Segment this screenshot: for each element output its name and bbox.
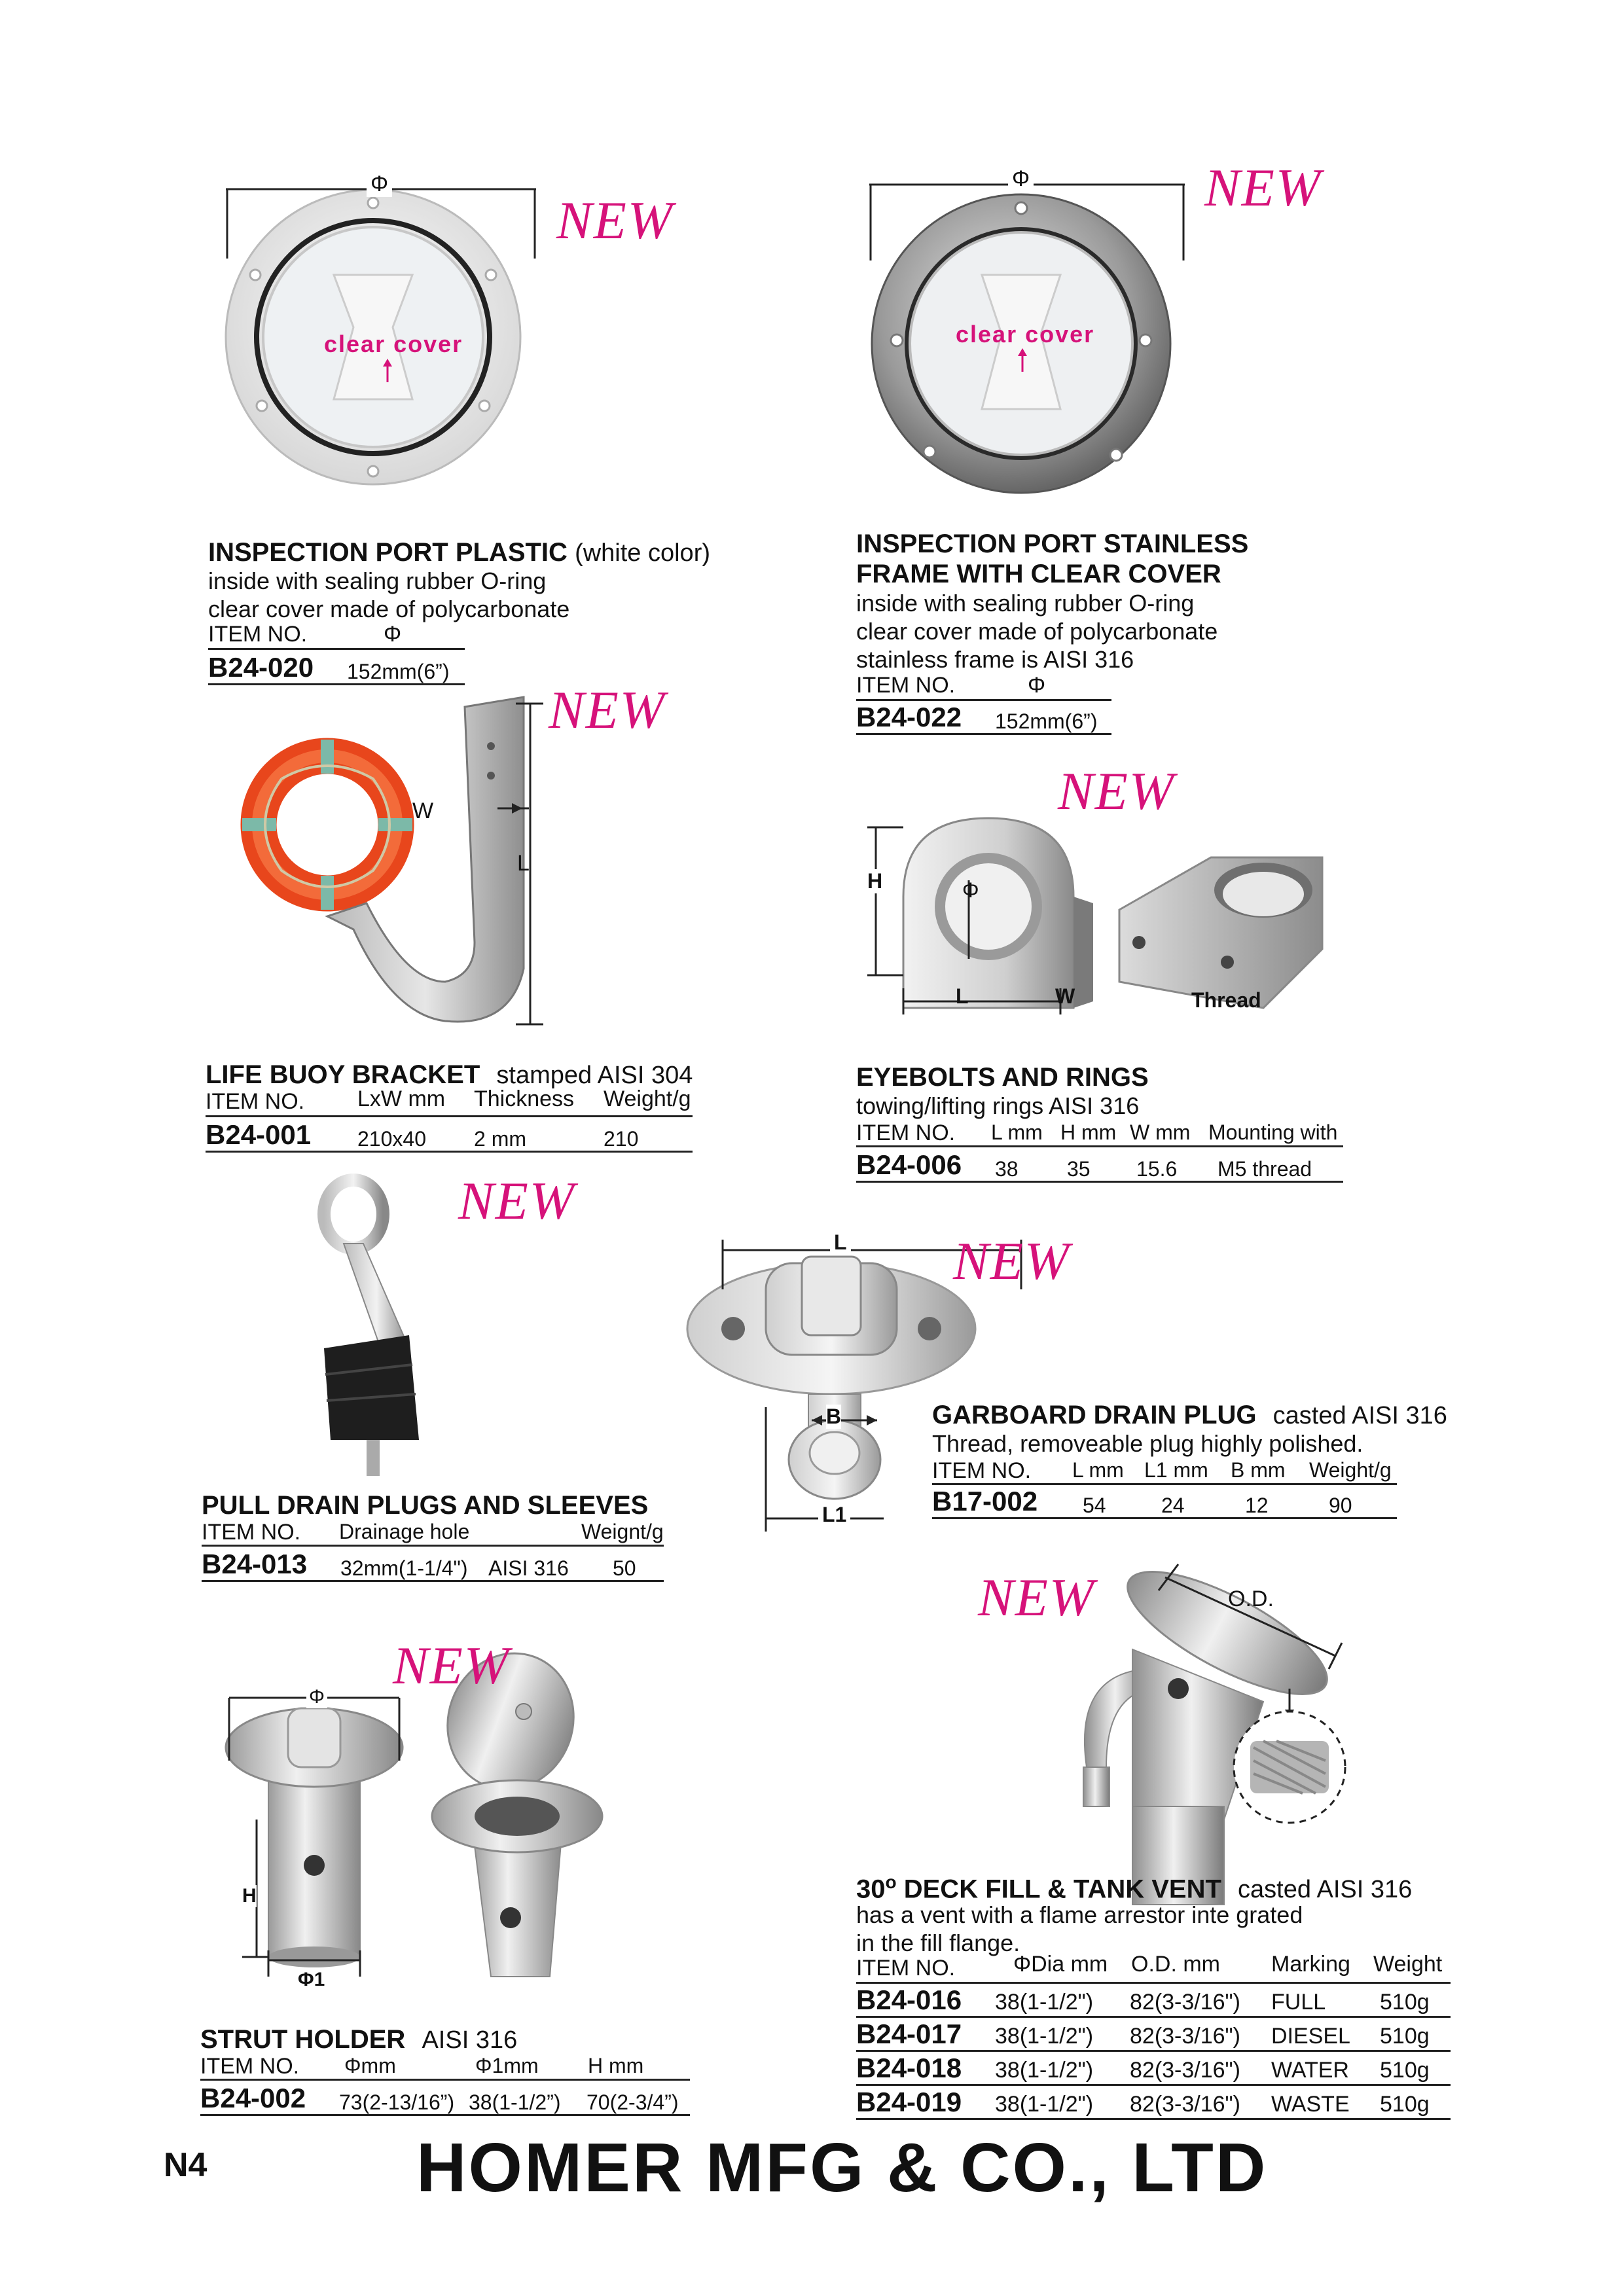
product-title-text-2: FRAME WITH CLEAR COVER <box>856 560 1221 588</box>
header-item-no: ITEM NO. <box>932 1458 1032 1483</box>
spec-table-header <box>932 1458 1397 1485</box>
header-item-no: ITEM NO. <box>856 1956 956 1981</box>
table-cell: 82(3-3/16") <box>1130 1990 1240 2015</box>
table-cell: 152mm(6”) <box>995 709 1098 733</box>
product-title <box>856 1063 1149 1092</box>
new-label: NEW <box>556 190 674 250</box>
table-row <box>856 1984 1451 2018</box>
od-label: O.D. <box>1228 1587 1274 1611</box>
table-cell: 73(2-13/16”) <box>339 2090 455 2114</box>
table-cell: 82(3-3/16") <box>1130 2024 1240 2049</box>
spec-table-header <box>208 622 465 650</box>
company-name: HOMER MFG & CO., LTD <box>416 2129 1268 2206</box>
phi-label: Φ <box>1008 166 1034 192</box>
product-description <box>856 589 1218 673</box>
header-col: Thickness <box>474 1086 575 1111</box>
product-description <box>932 1429 1363 1458</box>
table-cell: 24 <box>1161 1494 1185 1517</box>
item-code: B24-018 <box>856 2053 962 2083</box>
table-cell: 35 <box>1067 1157 1091 1181</box>
spec-table-header <box>200 2054 690 2081</box>
header-phi: Φ <box>384 622 402 647</box>
header-col: Marking <box>1271 1952 1350 1977</box>
table-cell: 54 <box>1083 1494 1106 1517</box>
spec-table-header <box>202 1520 664 1547</box>
header-col: L1 mm <box>1144 1458 1208 1482</box>
height-label: H <box>867 869 883 893</box>
product-description <box>208 567 569 623</box>
table-cell: 510g <box>1380 1990 1430 2015</box>
table-cell: 12 <box>1245 1494 1269 1517</box>
desc-line: clear cover made of polycarbonate <box>856 618 1218 645</box>
table-cell: 38(1-1/2") <box>995 2092 1094 2117</box>
new-label: NEW <box>458 1171 576 1230</box>
table-cell: 152mm(6”) <box>347 660 450 683</box>
product-suffix: AISI 316 <box>422 2026 518 2054</box>
product-title <box>206 1060 693 1090</box>
table-cell: 38(1-1/2") <box>995 1990 1094 2015</box>
item-code: B17-002 <box>932 1486 1038 1516</box>
table-cell: WATER <box>1271 2058 1349 2083</box>
eyebolt-dimension-lines <box>864 818 1100 1054</box>
table-cell: 82(3-3/16") <box>1130 2092 1240 2117</box>
table-row <box>932 1486 1397 1519</box>
table-row <box>856 2053 1451 2086</box>
new-label: NEW <box>953 1231 1071 1291</box>
product-title-prefix: 30 <box>856 1874 886 1904</box>
header-phi: Φ <box>1028 673 1046 698</box>
table-cell: 50 <box>613 1556 636 1580</box>
flame-arrestor-detail-image <box>1231 1708 1348 1826</box>
table-cell: 38(1-1/2”) <box>469 2090 561 2114</box>
header-col: Φmm <box>344 2054 396 2077</box>
table-row <box>856 2087 1451 2120</box>
desc-line: Thread, removeable plug highly polished. <box>932 1430 1363 1457</box>
header-item-no: ITEM NO. <box>208 622 308 647</box>
item-code: B24-006 <box>856 1149 962 1180</box>
header-item-no: ITEM NO. <box>206 1089 305 1114</box>
table-row <box>856 1149 1343 1183</box>
length-label: L <box>830 1230 851 1255</box>
header-col: L mm <box>991 1121 1043 1144</box>
pull-drain-plug-image <box>304 1178 435 1479</box>
product-suffix: casted AISI 316 <box>1238 1876 1413 1904</box>
table-cell: 82(3-3/16") <box>1130 2058 1240 2083</box>
clear-cover-callout: clear cover <box>324 331 463 357</box>
table-cell: FULL <box>1271 1990 1326 2015</box>
product-title <box>932 1401 1447 1430</box>
product-title-text: INSPECTION PORT STAINLESS <box>856 529 1249 558</box>
header-item-no: ITEM NO. <box>856 1121 956 1145</box>
callout-arrow <box>1016 348 1029 374</box>
table-cell: 2 mm <box>474 1127 526 1151</box>
table-cell: 38 <box>995 1157 1019 1181</box>
product-suffix: stamped AISI 304 <box>496 1062 693 1089</box>
header-col: H mm <box>1060 1121 1117 1144</box>
header-item-no: ITEM NO. <box>856 673 956 698</box>
desc-line: clear cover made of polycarbonate <box>208 596 570 622</box>
header-col: B mm <box>1231 1458 1286 1482</box>
thread-label: Thread <box>1191 988 1261 1012</box>
item-code: B24-020 <box>208 652 314 683</box>
desc-line: inside with sealing rubber O-ring <box>208 567 547 594</box>
item-code: B24-016 <box>856 1984 962 2015</box>
header-item-no: ITEM NO. <box>200 2054 300 2079</box>
product-title-text: DECK FILL & TANK VENT <box>903 1874 1221 1904</box>
product-title-text: PULL DRAIN PLUGS AND SLEEVES <box>202 1491 649 1520</box>
table-cell: 510g <box>1380 2092 1430 2117</box>
header-col: Weight/g <box>1309 1458 1392 1482</box>
table-cell: 90 <box>1329 1494 1352 1517</box>
product-suffix: (white color) <box>575 539 711 567</box>
length-label: L <box>956 984 969 1008</box>
table-cell: 38(1-1/2") <box>995 2024 1094 2049</box>
new-label: NEW <box>978 1568 1096 1627</box>
table-cell: 38(1-1/2") <box>995 2058 1094 2083</box>
table-cell: M5 thread <box>1218 1157 1312 1181</box>
product-description <box>856 1901 1303 1957</box>
item-code: B24-001 <box>206 1119 312 1150</box>
header-col: L mm <box>1072 1458 1124 1482</box>
item-code: B24-002 <box>200 2083 306 2113</box>
spec-table-header <box>206 1086 693 1117</box>
table-row <box>856 2018 1451 2052</box>
phi-label: Φ <box>962 878 979 902</box>
length-label: L <box>517 851 530 876</box>
table-row <box>208 652 465 685</box>
product-title-text: INSPECTION PORT PLASTIC <box>208 538 568 567</box>
item-code: B24-022 <box>856 702 962 732</box>
new-label: NEW <box>393 1636 511 1695</box>
table-cell: AISI 316 <box>488 1556 569 1580</box>
page-number: N4 <box>164 2146 208 2184</box>
header-col: Weight/g <box>604 1086 691 1111</box>
spec-table-header <box>856 1952 1451 1984</box>
header-col: Drainage hole <box>339 1520 470 1543</box>
strut-holder-open-image <box>419 1649 615 1990</box>
new-label: NEW <box>549 680 666 740</box>
phi1-label: Φ1 <box>298 1969 325 1990</box>
header-col: ΦDia mm <box>1013 1952 1108 1977</box>
product-title <box>202 1491 648 1520</box>
table-row <box>202 1549 664 1582</box>
table-cell: 510g <box>1380 2058 1430 2083</box>
product-suffix: casted AISI 316 <box>1272 1402 1447 1429</box>
product-title-text: GARBOARD DRAIN PLUG <box>932 1401 1257 1429</box>
product-title-text: EYEBOLTS AND RINGS <box>856 1063 1149 1092</box>
header-item-no: ITEM NO. <box>202 1520 301 1545</box>
product-title <box>856 1872 1412 1904</box>
height-label: H <box>242 1885 257 1907</box>
table-cell: 32mm(1-1/4") <box>340 1556 468 1580</box>
new-label: NEW <box>1204 158 1322 217</box>
header-col: LxW mm <box>357 1086 446 1111</box>
header-col: Weight <box>1373 1952 1443 1977</box>
desc-line: stainless frame is AISI 316 <box>856 646 1134 673</box>
spec-table-header <box>856 1121 1343 1147</box>
b-label: B <box>826 1405 842 1428</box>
table-cell: 70(2-3/4”) <box>586 2090 679 2114</box>
desc-line: has a vent with a flame arrestor inte grated <box>856 1901 1303 1928</box>
item-code: B24-017 <box>856 2018 962 2049</box>
phi-label: Φ <box>367 171 392 197</box>
table-row <box>206 1119 693 1153</box>
table-cell: 510g <box>1380 2024 1430 2049</box>
product-title <box>208 538 710 567</box>
spec-table-header <box>856 673 1111 701</box>
product-description <box>856 1092 1139 1120</box>
header-col: O.D. mm <box>1131 1952 1220 1977</box>
table-row <box>200 2083 690 2116</box>
header-col: Mounting with <box>1208 1121 1338 1144</box>
table-cell: 210 <box>604 1127 639 1151</box>
desc-line: towing/lifting rings AISI 316 <box>856 1092 1140 1119</box>
product-title-text: STRUT HOLDER <box>200 2025 406 2054</box>
table-cell: WASTE <box>1271 2092 1350 2117</box>
new-label: NEW <box>1058 761 1176 821</box>
degree-sign: o <box>885 1872 897 1892</box>
header-col: Weignt/g <box>581 1520 664 1543</box>
dimension-line-length <box>511 697 550 1031</box>
clear-cover-callout: clear cover <box>956 321 1095 348</box>
header-col: H mm <box>588 2054 644 2077</box>
table-cell: DIESEL <box>1271 2024 1350 2049</box>
product-title <box>856 529 1248 589</box>
header-col: W mm <box>1130 1121 1191 1144</box>
desc-line: in the fill flange. <box>856 1929 1020 1956</box>
phi-label: Φ <box>306 1686 327 1708</box>
item-code: B24-019 <box>856 2087 962 2117</box>
desc-line: inside with sealing rubber O-ring <box>856 590 1195 617</box>
header-col: Φ1mm <box>475 2054 539 2077</box>
table-cell: 210x40 <box>357 1127 426 1151</box>
width-label: W <box>1055 984 1075 1008</box>
product-title <box>200 2025 517 2054</box>
table-row <box>856 702 1111 735</box>
callout-arrow <box>381 359 394 385</box>
l1-label: L1 <box>818 1503 850 1527</box>
product-title-text: LIFE BUOY BRACKET <box>206 1060 480 1089</box>
width-label: W <box>412 798 434 823</box>
table-cell: 15.6 <box>1136 1157 1178 1181</box>
item-code: B24-013 <box>202 1549 308 1579</box>
